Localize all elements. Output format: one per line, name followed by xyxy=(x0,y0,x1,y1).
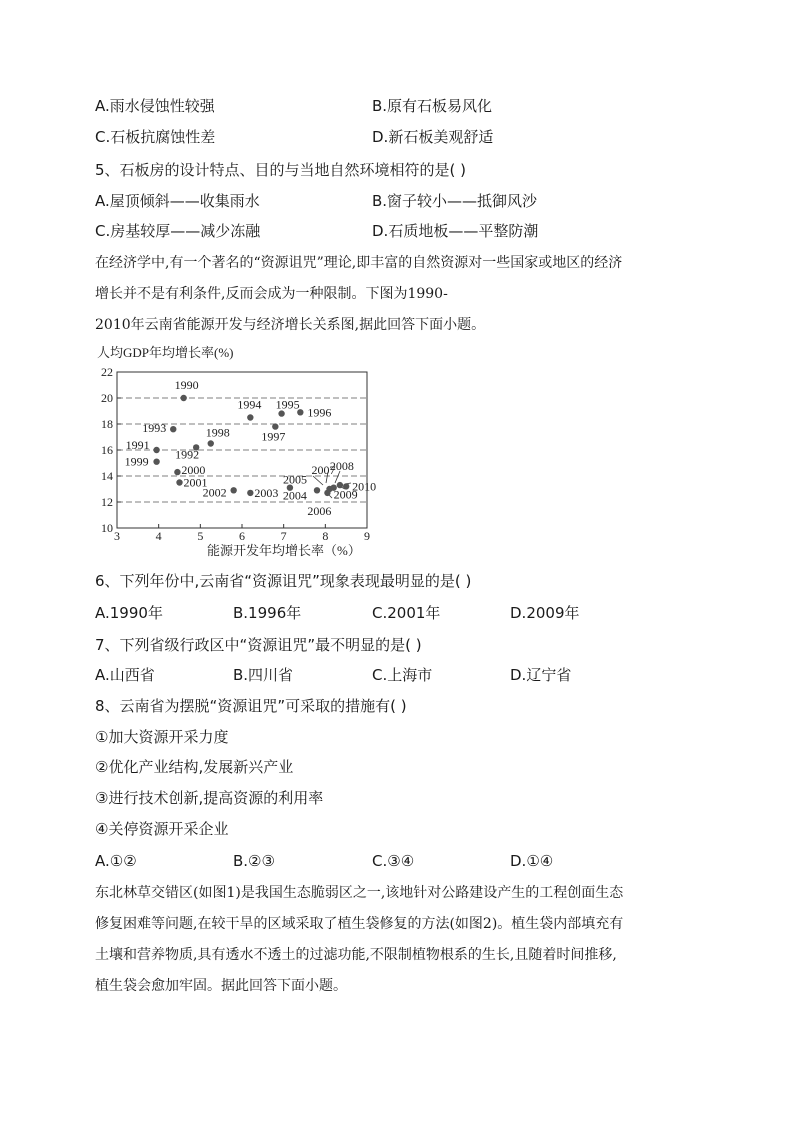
q8-item-1: ①加大资源开采力度 xyxy=(95,728,229,746)
data-point-1993 xyxy=(170,426,176,432)
data-point-1998 xyxy=(208,440,214,446)
q8-item-2: ②优化产业结构,发展新兴产业 xyxy=(95,758,294,776)
data-label-2005: 2005 xyxy=(283,472,307,487)
q8-stem: 8、云南省为摆脱“资源诅咒”可采取的措施有( ) xyxy=(95,697,407,715)
data-label-1998: 1998 xyxy=(205,425,230,440)
q8-option-d: D.①④ xyxy=(510,852,554,870)
q7-option-a: A.山西省 xyxy=(95,666,155,684)
q8-option-b: B.②③ xyxy=(233,852,275,870)
data-label-1997: 1997 xyxy=(261,429,286,444)
passage1-line3: 2010年云南省能源开发与经济增长关系图,据此回答下面小题。 xyxy=(95,317,486,333)
data-label-1999: 1999 xyxy=(124,454,149,469)
passage1-line1: 在经济学中,有一个著名的“资源诅咒”理论,即丰富的自然资源对一些国家或地区的经济 xyxy=(95,255,623,271)
data-point-2005 xyxy=(314,487,320,493)
data-point-2001 xyxy=(176,479,182,485)
q4-option-d: D.新石板美观舒适 xyxy=(372,128,494,146)
chart-x-tick-label: 5 xyxy=(197,529,204,543)
data-point-1990 xyxy=(180,395,186,401)
passage2-line1: 东北林草交错区(如图1)是我国生态脆弱区之一,该地针对公路建设产生的工程创面生态 xyxy=(95,885,624,901)
data-label-2004: 2004 xyxy=(282,488,307,503)
chart-y-tick-label: 12 xyxy=(101,495,113,509)
data-point-1991 xyxy=(153,447,159,453)
data-label-2003: 2003 xyxy=(254,485,279,500)
data-point-2000 xyxy=(174,469,180,475)
q6-option-d: D.2009年 xyxy=(510,604,580,622)
q5-option-d: D.石质地板——平整防潮 xyxy=(372,222,539,240)
passage2-line2: 修复困难等问题,在较干旱的区域采取了植生袋修复的方法(如图2)。植生袋内部填充有 xyxy=(95,916,624,932)
data-point-1999 xyxy=(153,459,159,465)
q6-option-b: B.1996年 xyxy=(233,604,302,622)
q8-item-4: ④关停资源开采企业 xyxy=(95,820,229,838)
chart-x-tick-label: 7 xyxy=(280,529,287,543)
q8-option-a: A.①② xyxy=(95,852,137,870)
data-label-2008: 2008 xyxy=(329,459,354,474)
data-label-1990: 1990 xyxy=(174,378,199,392)
chart-y-tick-label: 10 xyxy=(101,521,113,535)
data-label-2001: 2001 xyxy=(183,475,208,490)
passage2-line4: 植生袋会愈加牢固。据此回答下面小题。 xyxy=(95,978,347,994)
data-point-2003 xyxy=(247,490,253,496)
data-label-1994: 1994 xyxy=(237,397,262,412)
q8-item-3: ③进行技术创新,提高资源的利用率 xyxy=(95,789,324,807)
q4-option-a: A.雨水侵蚀性较强 xyxy=(95,97,215,115)
q7-option-d: D.辽宁省 xyxy=(510,666,572,684)
chart-x-tick-label: 3 xyxy=(114,529,120,543)
data-label-2000: 2000 xyxy=(181,463,206,478)
chart-x-tick-label: 6 xyxy=(239,529,245,543)
passage2-line3: 土壤和营养物质,具有透水不透土的过滤功能,不限制植物根系的生长,且随着时间推移, xyxy=(95,947,617,963)
data-label-2002: 2002 xyxy=(202,485,227,500)
chart-x-tick-label: 9 xyxy=(364,529,370,543)
data-label-1996: 1996 xyxy=(307,405,332,420)
chart-y-tick-label: 16 xyxy=(101,443,113,457)
q4-option-b: B.原有石板易风化 xyxy=(372,97,493,115)
chart-y-tick-label: 14 xyxy=(101,469,113,483)
q5-option-c: C.房基较厚——减少冻融 xyxy=(95,222,261,240)
q7-stem: 7、下列省级行政区中“资源诅咒”最不明显的是( ) xyxy=(95,636,422,654)
energy-gdp-scatter-chart xyxy=(95,340,395,565)
q7-option-c: C.上海市 xyxy=(372,666,433,684)
data-label-1993: 1993 xyxy=(142,421,167,436)
q6-option-c: C.2001年 xyxy=(372,604,441,622)
chart-x-axis-label: 能源开发年均增长率（%） xyxy=(207,543,361,558)
data-point-2002 xyxy=(230,487,236,493)
leader-line-2005 xyxy=(313,476,323,485)
chart-y-tick-label: 22 xyxy=(101,365,113,379)
q5-option-a: A.屋顶倾斜——收集雨水 xyxy=(95,192,260,210)
q4-option-c: C.石板抗腐蚀性差 xyxy=(95,128,216,146)
chart-y-axis-label: 人均GDP年均增长率(%) xyxy=(97,345,234,360)
chart-y-tick-label: 18 xyxy=(101,417,113,431)
q5-option-b: B.窗子较小——抵御风沙 xyxy=(372,192,538,210)
q6-option-a: A.1990年 xyxy=(95,604,163,622)
q5-stem: 5、石板房的设计特点、目的与当地自然环境相符的是( ) xyxy=(95,161,467,179)
data-label-2009: 2009 xyxy=(333,487,358,502)
chart-x-tick-label: 4 xyxy=(155,529,162,543)
data-label-1991: 1991 xyxy=(125,438,150,452)
chart-y-tick-label: 20 xyxy=(101,391,113,405)
passage1-line2: 增长并不是有利条件,反而会成为一种限制。下图为1990- xyxy=(95,286,448,302)
data-label-1992: 1992 xyxy=(175,447,200,462)
q7-option-b: B.四川省 xyxy=(233,666,294,684)
data-label-2006: 2006 xyxy=(307,503,332,518)
q8-option-c: C.③④ xyxy=(372,852,415,870)
q6-stem: 6、下列年份中,云南省“资源诅咒”现象表现最明显的是( ) xyxy=(95,572,472,590)
data-point-1994 xyxy=(247,414,253,420)
data-label-2010: 2010 xyxy=(352,479,377,494)
data-label-2007: 2007 xyxy=(311,463,336,477)
data-label-1995: 1995 xyxy=(275,397,300,412)
chart-x-tick-label: 8 xyxy=(322,529,329,543)
